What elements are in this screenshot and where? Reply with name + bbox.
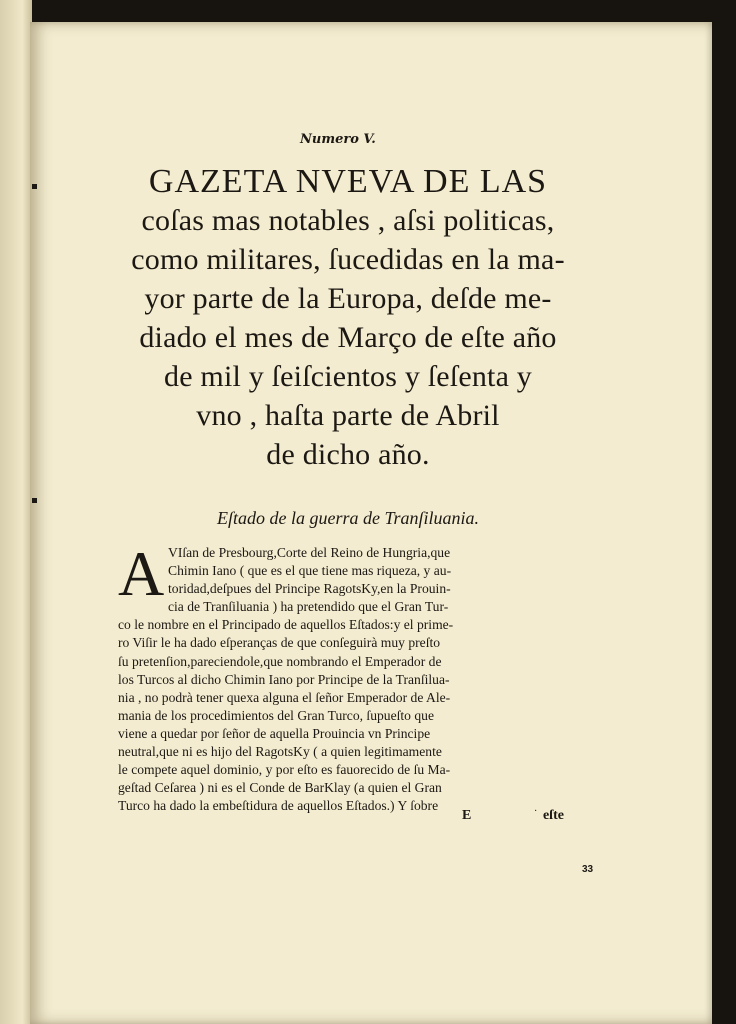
body-line: mania de los procedimientos del Gran Turco, ſupueſto que: [118, 707, 434, 723]
body-line: co le nombre en el Principado de aquellos Eſtados:y el prime-: [118, 617, 454, 633]
body-line: VIſan de Presbourg,Corte del Reino de Hungria,que: [168, 545, 451, 560]
catchword-line: [118, 808, 564, 826]
body-line: geſtad Ceſarea ) ni es el Conde de BarKlay (a quien el Gran: [118, 780, 442, 796]
body-line: Turco ha dado la embeſtidura de aquellos Eſtados.) Y ſobre: [118, 798, 439, 814]
body-paragraph: [118, 538, 564, 815]
body-line: ro Viſir le ha dado eſperanças de que conſeguirà muy preſto: [118, 635, 441, 651]
title-line: diado el mes de Março de eſte año: [139, 321, 557, 354]
body-line: neutral,que ni es hijo del RagotsKy ( a quien legitimamente: [118, 744, 442, 760]
title-line: como militares, ſucedidas en la ma-: [131, 243, 565, 276]
title-line: coſas mas notables , aſsi politicas,: [141, 204, 555, 237]
body-line: Chimin Iano ( que es el que tiene mas riqueza, y au-: [168, 563, 452, 579]
page-number: 33: [582, 864, 594, 875]
section-heading: Eſtado de la guerra de Tranſiluania.: [216, 508, 479, 528]
title-line: GAZETA NVEVA DE LAS: [148, 163, 548, 200]
body-line: cia de Tranſiluania ) ha pretendido que el Gran Tur-: [168, 599, 449, 615]
body-line: nia , no podrà tener quexa alguna el ſeñor Emperador de Ale-: [118, 689, 451, 705]
book-page: [30, 22, 712, 1024]
body-line: viene a quedar por ſeñor de aquella Prouincia vn Principe: [118, 725, 431, 741]
title-line: de mil y ſeiſcientos y ſeſenta y: [164, 360, 532, 393]
body-line: los Turcos al dicho Chimin Iano por Principe de la Tranſilua-: [118, 671, 450, 687]
body-line: ſu pretenſion,pareciendole,que nombrando el Emperador de: [118, 653, 442, 669]
title-line: yor parte de la Europa, deſde me-: [144, 282, 552, 315]
body-line: toridad,deſpues del Principe RagotsKy,en la Prouin-: [168, 581, 451, 597]
ornament: ·: [534, 806, 538, 817]
title-line: de dicho año.: [266, 438, 430, 471]
previous-page-edge: [0, 0, 32, 1024]
gutter-mark: [32, 498, 37, 503]
gutter-mark: [32, 184, 37, 189]
body-line: le compete aquel dominio, y por eſto es fauorecido de ſu Ma-: [118, 762, 451, 778]
signature-mark: E: [462, 808, 472, 823]
title-line: vno , haſta parte de Abril: [196, 399, 500, 432]
issue-number: Numero V.: [300, 132, 376, 147]
gazette-title: [118, 162, 578, 474]
catchword: eſte: [543, 808, 564, 823]
drop-cap: A: [118, 538, 165, 609]
